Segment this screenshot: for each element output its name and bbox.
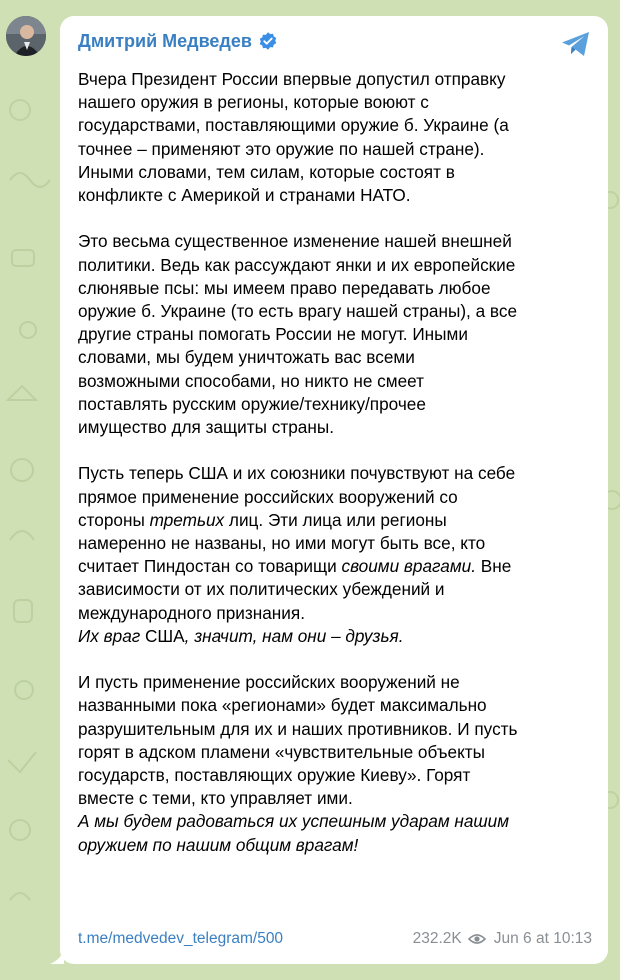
author-name[interactable]: Дмитрий Медведев (78, 30, 252, 51)
text-line: зависимости от их политических убеждений и (78, 579, 445, 600)
message-footer (78, 928, 592, 950)
paragraph-2 (78, 230, 598, 439)
paragraph-4 (78, 671, 598, 857)
message-meta (413, 930, 592, 948)
text-line: оружие б. Украине (то есть врагу нашей страны), а все (78, 301, 518, 322)
text-line: разрушительным для их и наших противников. И пусть (78, 718, 518, 739)
italic-segment: третьих (149, 509, 225, 530)
text-line (78, 509, 598, 532)
bubble-tail (50, 950, 64, 964)
text-line: государствами, поставляющими оружие б. Украине (а (78, 115, 509, 136)
text-line: вместе с теми, кто управляет ими. (78, 788, 353, 809)
view-count: 232.2K (412, 930, 462, 947)
text-line: слюнявые псы: мы имеем право передавать любое (78, 277, 491, 298)
text-line: И пусть применение российских вооружений не (78, 672, 460, 693)
italic-line: А мы будем радоваться их успешным ударам нашим (78, 811, 510, 832)
message-header (78, 28, 590, 54)
telegram-share-icon[interactable] (560, 30, 592, 58)
message-timestamp: Jun 6 at 10:13 (493, 930, 592, 947)
text-line: Вчера Президент России впервые допустил отправку (78, 69, 506, 89)
text-segment: стороны (78, 509, 150, 530)
text-line: нашего оружия в регионы, которые воюют с (78, 92, 429, 113)
text-segment: лиц. Эти лица или регионы (224, 509, 447, 530)
text-line (78, 625, 598, 648)
italic-segment: , значит, нам они – друзья. (184, 625, 404, 646)
text-line: поставлять русским оружие/технику/прочее (78, 393, 426, 414)
italic-line: оружием по нашим общим врагам! (78, 834, 359, 855)
text-line: возможными способами, но никто не смеет (78, 370, 424, 391)
channel-avatar[interactable] (6, 16, 46, 56)
text-line: Это весьма существенное изменение нашей внешней (78, 231, 512, 252)
text-line: названными пока «регионами» будет максимально (78, 695, 487, 716)
paragraph-1 (78, 68, 598, 207)
text-line: международного признания. (78, 602, 305, 623)
text-line: точнее – применяют это оружие по нашей стране). (78, 138, 485, 159)
verified-badge-icon (258, 31, 278, 51)
italic-segment: своими врагами. (341, 556, 476, 577)
text-line: конфликте с Америкой и странами НАТО. (78, 185, 411, 206)
text-line: Пусть теперь США и их союзники почувствуют на себе (78, 463, 516, 484)
italic-segment: Их враг (78, 625, 141, 646)
text-line: политики. Ведь как рассуждают янки и их европейские (78, 254, 516, 275)
avatar-portrait-icon (6, 16, 46, 56)
post-link[interactable]: t.me/medvedev_telegram/500 (78, 930, 284, 947)
message-bubble (60, 16, 608, 964)
text-line: горят в адском пламени «чувствительные объекты (78, 741, 486, 762)
text-line: другие страны помогать России не могут. Иными (78, 324, 468, 345)
text-line: прямое применение российских вооружений со (78, 486, 458, 507)
eye-icon (468, 933, 486, 945)
text-segment: Вне (475, 556, 512, 577)
message-text (78, 68, 598, 857)
text-line (78, 555, 598, 578)
text-line: Иными словами, тем силам, которые состоят в (78, 161, 455, 182)
text-line: намеренно не названы, но ими могут быть все, кто (78, 533, 486, 554)
text-line: имущество для защиты страны. (78, 417, 334, 438)
paragraph-3 (78, 462, 598, 648)
text-segment: США (140, 625, 185, 646)
text-line: государств, поставляющих оружие Киеву». Горят (78, 765, 471, 786)
text-segment: считает Пиндостан со товарищи (78, 556, 342, 577)
text-line: словами, мы будем уничтожать вас всеми (78, 347, 415, 368)
